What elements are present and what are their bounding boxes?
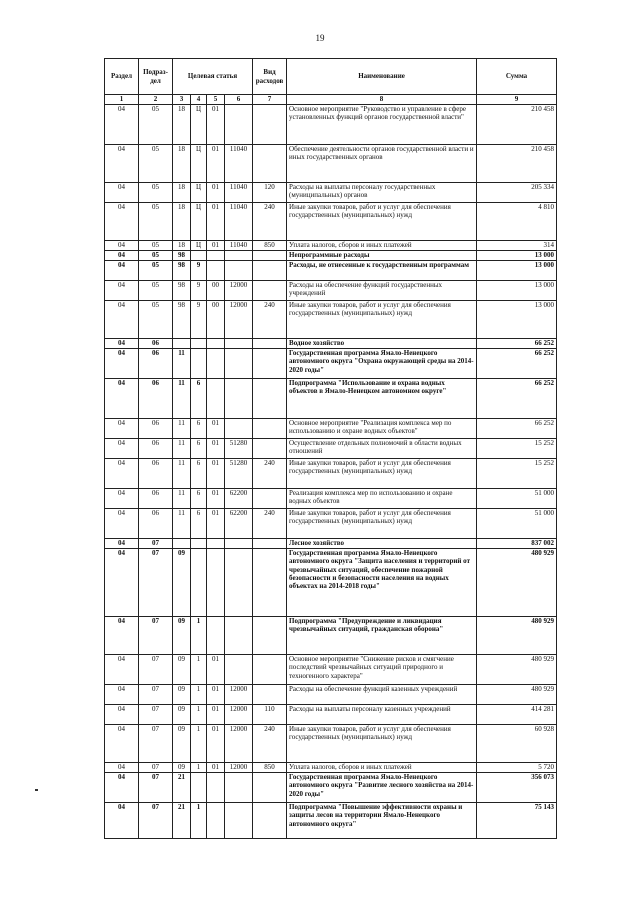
row-section: 04 [105,203,139,241]
row-name: Уплата налогов, сборов и иных платежей [287,241,477,251]
table-row [105,655,557,685]
row-subsection: 05 [139,251,173,261]
row-name: Расходы на выплаты персоналу казенных учреждений [287,705,477,725]
row-amount: 66 252 [477,339,557,349]
table-row [105,459,557,489]
table-row [105,105,557,145]
row-subsection: 07 [139,549,173,617]
row-section: 04 [105,439,139,459]
row-amount: 356 073 [477,773,557,803]
row-program-code: 09 [173,763,191,773]
row-section: 04 [105,725,139,763]
budget-table [104,58,557,839]
row-section: 04 [105,349,139,379]
row-activity-code: 01 [207,145,225,183]
row-expense-type [253,489,287,509]
row-subprogram-code [191,773,207,803]
row-direction-code [225,339,253,349]
row-program-code: 09 [173,617,191,655]
row-name: Основное мероприятие "Реализация комплекса мер по использованию и охране водных объектов" [287,419,477,439]
row-section: 04 [105,251,139,261]
row-subsection: 06 [139,439,173,459]
row-program-code: 21 [173,773,191,803]
row-program-code: 18 [173,105,191,145]
row-direction-code: 11040 [225,203,253,241]
row-expense-type: 240 [253,203,287,241]
row-expense-type [253,549,287,617]
row-name: Иные закупки товаров, работ и услуг для обеспечения государственных (муниципальных) нужд [287,459,477,489]
row-subsection: 07 [139,705,173,725]
row-activity-code: 01 [207,655,225,685]
row-subprogram-code: 1 [191,763,207,773]
table-row [105,419,557,439]
row-subsection: 05 [139,301,173,339]
row-subprogram-code: 6 [191,419,207,439]
row-amount: 205 334 [477,183,557,203]
row-amount: 51 000 [477,509,557,539]
row-expense-type [253,539,287,549]
table-row [105,763,557,773]
row-amount: 5 720 [477,763,557,773]
row-subsection: 06 [139,489,173,509]
row-subprogram-code [191,349,207,379]
row-subprogram-code: Ц [191,203,207,241]
row-amount: 60 928 [477,725,557,763]
row-name: Иные закупки товаров, работ и услуг для обеспечения государственных (муниципальных) нужд [287,203,477,241]
row-name: Расходы на обеспечение функций государственных учреждений [287,281,477,301]
row-subsection: 06 [139,339,173,349]
row-expense-type [253,349,287,379]
row-expense-type: 110 [253,705,287,725]
row-activity-code [207,261,225,281]
row-subsection: 07 [139,773,173,803]
row-subprogram-code: 1 [191,655,207,685]
row-direction-code [225,261,253,281]
row-program-code: 11 [173,419,191,439]
row-name: Расходы, не отнесенные к государственным программам [287,261,477,281]
row-direction-code: 51280 [225,439,253,459]
row-subprogram-code: 9 [191,281,207,301]
row-amount: 15 252 [477,439,557,459]
row-subprogram-code: 1 [191,705,207,725]
row-subprogram-code: 1 [191,617,207,655]
row-subsection: 06 [139,509,173,539]
row-section: 04 [105,489,139,509]
row-program-code: 98 [173,281,191,301]
row-name: Иные закупки товаров, работ и услуг для обеспечения государственных (муниципальных) нужд [287,301,477,339]
table-row [105,773,557,803]
table-row [105,549,557,617]
row-expense-type [253,655,287,685]
row-subprogram-code [191,539,207,549]
row-subsection: 06 [139,349,173,379]
row-expense-type: 850 [253,241,287,251]
row-expense-type [253,261,287,281]
row-amount: 210 458 [477,105,557,145]
row-subsection: 07 [139,725,173,763]
row-section: 04 [105,509,139,539]
row-expense-type [253,379,287,419]
page-number: 19 [315,33,325,43]
row-amount: 13 000 [477,261,557,281]
table-row [105,509,557,539]
row-expense-type: 240 [253,509,287,539]
row-subprogram-code [191,251,207,261]
row-program-code: 11 [173,349,191,379]
row-expense-type [253,685,287,705]
row-subsection: 05 [139,203,173,241]
row-section: 04 [105,301,139,339]
row-name: Водное хозяйство [287,339,477,349]
row-direction-code [225,549,253,617]
row-direction-code: 12000 [225,301,253,339]
row-name: Уплата налогов, сборов и иных платежей [287,763,477,773]
table-row [105,705,557,725]
row-amount: 13 000 [477,281,557,301]
row-direction-code: 62200 [225,489,253,509]
row-program-code: 18 [173,241,191,251]
row-program-code: 09 [173,705,191,725]
row-amount: 480 929 [477,617,557,655]
row-subsection: 07 [139,685,173,705]
row-activity-code: 01 [207,241,225,251]
row-amount: 13 000 [477,301,557,339]
row-subprogram-code: 1 [191,725,207,763]
row-activity-code [207,539,225,549]
row-subprogram-code [191,339,207,349]
header-name: Наименование [287,59,477,95]
row-section: 04 [105,339,139,349]
scan-mark [35,789,38,791]
header-target-article: Целевая статья [173,59,253,95]
row-expense-type: 240 [253,725,287,763]
row-activity-code: 01 [207,439,225,459]
row-expense-type [253,251,287,261]
row-subsection: 05 [139,145,173,183]
row-direction-code: 12000 [225,281,253,301]
row-name: Реализация комплекса мер по использованию и охране водных объектов [287,489,477,509]
table-row [105,685,557,705]
row-subsection: 07 [139,655,173,685]
column-number: 1 [105,95,139,105]
row-section: 04 [105,763,139,773]
row-section: 04 [105,281,139,301]
header-row [105,59,557,95]
row-subprogram-code: 6 [191,439,207,459]
table-row [105,349,557,379]
row-name: Основное мероприятие "Снижение рисков и смягчение последствий чрезвычайных ситуаций природного и техногенного характера" [287,655,477,685]
row-activity-code [207,773,225,803]
column-number: 5 [207,95,225,105]
row-subprogram-code: 6 [191,509,207,539]
row-subsection: 07 [139,803,173,839]
row-direction-code [225,419,253,439]
row-direction-code: 11040 [225,145,253,183]
row-activity-code [207,339,225,349]
table-row [105,489,557,509]
row-direction-code: 12000 [225,705,253,725]
row-subprogram-code: 9 [191,261,207,281]
row-subprogram-code: Ц [191,183,207,203]
row-direction-code: 12000 [225,763,253,773]
row-direction-code [225,379,253,419]
row-section: 04 [105,379,139,419]
row-name: Государственная программа Ямало-Ненецкого автономного округа "Развитие лесного хозяйства на 2014-2020 годы" [287,773,477,803]
row-amount: 66 252 [477,419,557,439]
row-name: Подпрограмма "Предупреждение и ликвидация чрезвычайных ситуаций, гражданская оборона" [287,617,477,655]
row-subprogram-code [191,549,207,617]
row-expense-type [253,617,287,655]
row-activity-code [207,549,225,617]
row-name: Подпрограмма "Повышение эффективности охраны и защиты лесов на территории Ямало-Ненецкого автономного округа" [287,803,477,839]
row-expense-type: 850 [253,763,287,773]
table-row [105,203,557,241]
row-activity-code: 01 [207,203,225,241]
row-name: Иные закупки товаров, работ и услуг для обеспечения государственных (муниципальных) нужд [287,725,477,763]
row-direction-code: 11040 [225,241,253,251]
row-expense-type [253,803,287,839]
row-activity-code: 01 [207,489,225,509]
row-subsection: 06 [139,419,173,439]
row-amount: 66 252 [477,349,557,379]
row-amount: 480 929 [477,549,557,617]
row-direction-code [225,539,253,549]
table-row [105,301,557,339]
row-program-code [173,539,191,549]
row-direction-code: 51280 [225,459,253,489]
column-number: 3 [173,95,191,105]
row-activity-code: 01 [207,419,225,439]
row-subsection: 05 [139,281,173,301]
row-subsection: 05 [139,105,173,145]
row-name: Подпрограмма "Использование и охрана водных объектов в Ямало-Ненецком автономном округе" [287,379,477,419]
table-row [105,183,557,203]
row-amount: 66 252 [477,379,557,419]
table-row [105,379,557,419]
column-number: 9 [477,95,557,105]
row-section: 04 [105,539,139,549]
row-activity-code: 01 [207,705,225,725]
row-name: Расходы на обеспечение функций казенных учреждений [287,685,477,705]
row-program-code: 21 [173,803,191,839]
column-number: 6 [225,95,253,105]
row-subprogram-code: 6 [191,459,207,489]
row-section: 04 [105,241,139,251]
row-activity-code [207,379,225,419]
row-amount: 837 002 [477,539,557,549]
row-amount: 314 [477,241,557,251]
column-number-row [105,95,557,105]
row-subsection: 05 [139,261,173,281]
row-name: Основное мероприятие "Руководство и управление в сфере установленных функций органов государственной власти" [287,105,477,145]
row-activity-code: 01 [207,763,225,773]
row-program-code: 11 [173,379,191,419]
row-amount: 414 281 [477,705,557,725]
row-subprogram-code: 9 [191,301,207,339]
header-section: Раздел [105,59,139,95]
row-direction-code [225,803,253,839]
row-section: 04 [105,655,139,685]
row-program-code: 11 [173,509,191,539]
row-section: 04 [105,145,139,183]
row-direction-code: 12000 [225,685,253,705]
row-expense-type [253,281,287,301]
row-program-code: 09 [173,655,191,685]
row-subprogram-code: Ц [191,105,207,145]
row-direction-code: 12000 [225,725,253,763]
row-direction-code [225,617,253,655]
row-section: 04 [105,617,139,655]
row-expense-type [253,773,287,803]
row-program-code: 09 [173,549,191,617]
row-activity-code: 00 [207,281,225,301]
row-expense-type [253,339,287,349]
column-number: 2 [139,95,173,105]
header-subsection: Подраз-дел [139,59,173,95]
row-subprogram-code: 6 [191,489,207,509]
column-number: 4 [191,95,207,105]
row-subprogram-code: 6 [191,379,207,419]
row-section: 04 [105,803,139,839]
row-subsection: 07 [139,617,173,655]
table-row [105,339,557,349]
table-row [105,145,557,183]
table-row [105,725,557,763]
row-activity-code [207,349,225,379]
table-row [105,281,557,301]
column-number: 8 [287,95,477,105]
row-subsection: 07 [139,539,173,549]
row-activity-code: 01 [207,685,225,705]
row-subprogram-code: 1 [191,803,207,839]
row-amount: 480 929 [477,685,557,705]
row-program-code: 18 [173,183,191,203]
row-direction-code [225,349,253,379]
row-subsection: 05 [139,183,173,203]
row-activity-code: 01 [207,509,225,539]
row-section: 04 [105,419,139,439]
row-program-code: 98 [173,301,191,339]
row-subprogram-code: 1 [191,685,207,705]
row-activity-code: 01 [207,459,225,489]
row-amount: 480 929 [477,655,557,685]
row-program-code: 18 [173,203,191,241]
row-activity-code [207,251,225,261]
table-row [105,241,557,251]
table-row [105,617,557,655]
header-amount: Сумма [477,59,557,95]
row-direction-code [225,773,253,803]
table-row [105,439,557,459]
row-expense-type: 120 [253,183,287,203]
row-program-code: 98 [173,251,191,261]
row-subprogram-code: Ц [191,145,207,183]
table-body [105,105,557,839]
row-section: 04 [105,549,139,617]
row-direction-code [225,655,253,685]
table-row [105,803,557,839]
row-section: 04 [105,705,139,725]
row-direction-code [225,105,253,145]
row-expense-type [253,105,287,145]
row-subprogram-code: Ц [191,241,207,251]
row-name: Непрограммные расходы [287,251,477,261]
row-name: Обеспечение деятельности органов государственной власти и иных государственных органов [287,145,477,183]
row-name: Расходы на выплаты персоналу государственных (муниципальных) органов [287,183,477,203]
row-expense-type: 240 [253,301,287,339]
row-activity-code [207,803,225,839]
row-amount: 15 252 [477,459,557,489]
table-row [105,539,557,549]
row-expense-type [253,439,287,459]
column-number: 7 [253,95,287,105]
row-name: Осуществление отдельных полномочий в области водных отношений [287,439,477,459]
row-program-code: 09 [173,725,191,763]
row-name: Лесное хозяйство [287,539,477,549]
row-program-code [173,339,191,349]
row-name: Государственная программа Ямало-Ненецкого автономного округа "Защита населения и территорий от чрезвычайных ситуаций, обеспечение пожарной безопасности и безопасности населения на водных объектах на 2014-2018 годы" [287,549,477,617]
row-amount: 75 143 [477,803,557,839]
row-program-code: 09 [173,685,191,705]
row-section: 04 [105,261,139,281]
row-direction-code: 11040 [225,183,253,203]
row-subsection: 05 [139,241,173,251]
row-activity-code: 01 [207,183,225,203]
row-subsection: 06 [139,459,173,489]
row-activity-code: 01 [207,725,225,763]
row-program-code: 11 [173,439,191,459]
row-expense-type [253,419,287,439]
row-section: 04 [105,773,139,803]
row-activity-code: 01 [207,105,225,145]
row-name: Иные закупки товаров, работ и услуг для обеспечения государственных (муниципальных) нужд [287,509,477,539]
row-expense-type: 240 [253,459,287,489]
row-section: 04 [105,685,139,705]
row-activity-code: 00 [207,301,225,339]
row-expense-type [253,145,287,183]
row-program-code: 18 [173,145,191,183]
row-name: Государственная программа Ямало-Ненецкого автономного округа "Охрана окружающей среды на 2014-2020 годы" [287,349,477,379]
row-program-code: 11 [173,459,191,489]
row-activity-code [207,617,225,655]
row-amount: 51 000 [477,489,557,509]
row-subsection: 07 [139,763,173,773]
header-expense-type: Вид расходов [253,59,287,95]
row-section: 04 [105,183,139,203]
row-amount: 210 458 [477,145,557,183]
table-row [105,251,557,261]
row-direction-code: 62200 [225,509,253,539]
row-program-code: 11 [173,489,191,509]
row-amount: 13 000 [477,251,557,261]
row-section: 04 [105,459,139,489]
row-amount: 4 810 [477,203,557,241]
table-row [105,261,557,281]
row-direction-code [225,251,253,261]
row-subsection: 06 [139,379,173,419]
row-program-code: 98 [173,261,191,281]
row-section: 04 [105,105,139,145]
